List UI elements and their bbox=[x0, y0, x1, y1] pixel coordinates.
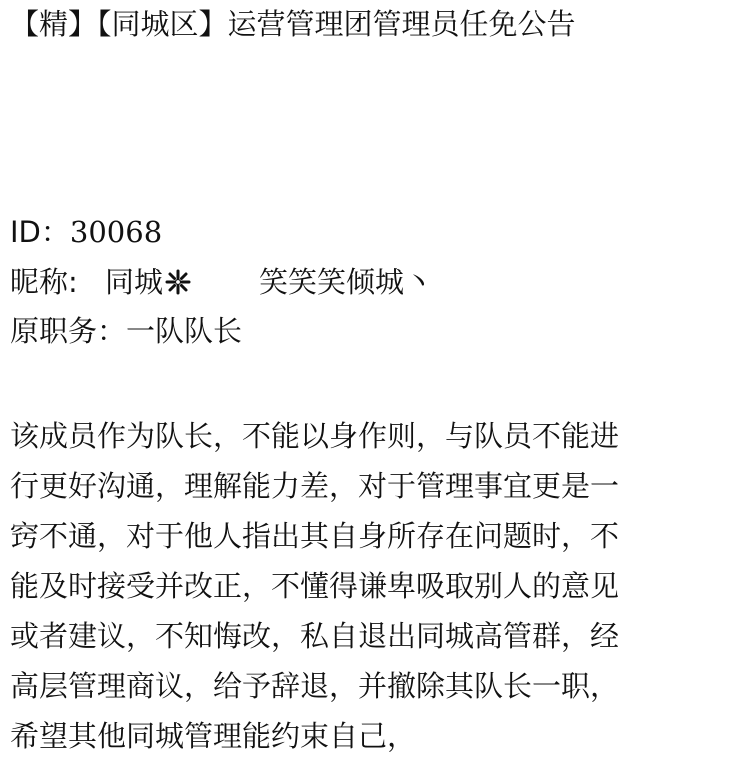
member-role-row bbox=[10, 311, 242, 351]
member-role-value: 一队队长 bbox=[126, 314, 243, 348]
body-line: 该成员作为队长，不能以身作则，与队员不能进 bbox=[10, 419, 620, 453]
body-line: 能及时接受并改正，不懂得谦卑吸取别人的意见 bbox=[10, 569, 620, 603]
flower-icon bbox=[165, 265, 191, 291]
member-nickname-row bbox=[10, 262, 433, 302]
body-line: 或者建议，不知悔改，私自退出同城高管群，经 bbox=[10, 619, 620, 653]
member-id-label: ID： bbox=[10, 215, 70, 249]
member-role-label: 原职务： bbox=[10, 314, 127, 348]
member-id-value: 30068 bbox=[69, 215, 163, 249]
body-line: 高层管理商议，给予辞退，并撤除其队长一职， bbox=[10, 669, 620, 703]
body-line: 窍不通，对于他人指出其自身所存在问题时，不 bbox=[10, 519, 620, 553]
announcement-body bbox=[10, 411, 740, 761]
member-id-row bbox=[10, 212, 162, 252]
member-nickname-label: 昵称: bbox=[10, 265, 78, 299]
body-line: 希望其他同城管理能约束自己， bbox=[10, 719, 417, 753]
announcement-title: 【精】【同城区】运营管理团管理员任免公告 bbox=[10, 7, 576, 41]
body-line: 行更好沟通，理解能力差，对于管理事宜更是一 bbox=[10, 469, 620, 503]
member-nickname-part2: 笑笑笑倾城丶 bbox=[259, 265, 434, 299]
member-nickname-part1: 同城 bbox=[105, 265, 164, 299]
